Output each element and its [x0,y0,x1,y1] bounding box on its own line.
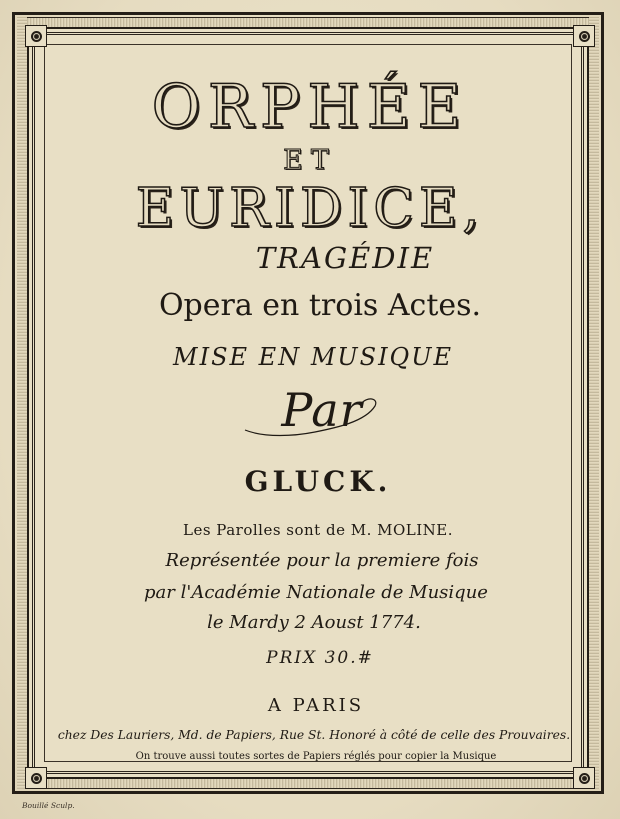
city-line: A PARIS [267,695,365,716]
corner-rosette-icon [25,767,47,789]
publisher-line: chez Des Lauriers, Md. de Papiers, Rue St. Honoré à côté de celle des Prouvaires. [57,728,571,742]
title-orphee: ORPHÉE [151,72,469,142]
performance-line-2: par l'Académie Nationale de Musique [144,582,488,603]
engraver-signature: Bouillé Sculp. [22,801,75,810]
title-euridice: EURIDICE, [135,178,485,239]
librettist-line: Les Parolles sont de M. MOLINE. [182,521,454,539]
price-line: PRIX 30.# [266,648,374,668]
performance-line-1: Représentée pour la premiere fois [165,550,479,571]
genre-heading: TRAGÉDIE [255,241,435,275]
set-to-music-line: MISE EN MUSIQUE [173,343,453,371]
note-line: On trouve aussi toutes sortes de Papiers réglés pour copier la Musique [135,751,497,762]
performance-line-3: le Mardy 2 Aoust 1774. [207,612,421,633]
subtitle: Opera en trois Actes. [158,288,482,323]
corner-rosette-icon [573,767,595,789]
composer-name: GLUCK. [244,465,392,498]
title-et: ET [283,145,337,176]
corner-rosette-icon [573,25,595,47]
by-line: Par [281,383,363,437]
corner-rosette-icon [25,25,47,47]
